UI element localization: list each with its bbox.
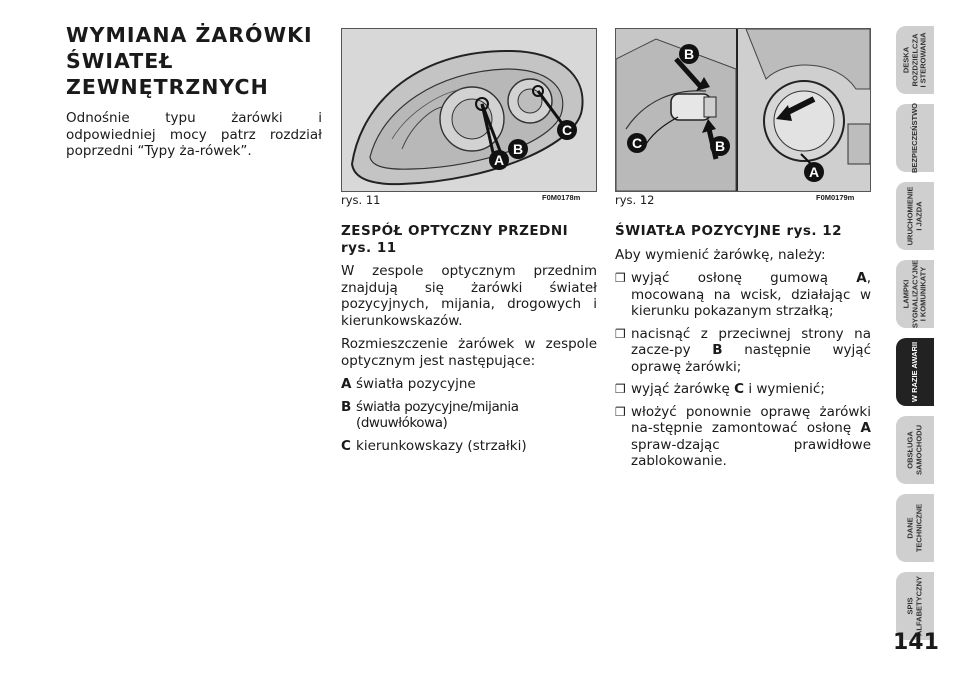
tab-dashboard-controls[interactable] bbox=[896, 26, 934, 94]
figure-caption: rys. 11 bbox=[341, 193, 381, 207]
checkbox-bullet-icon: ❒ bbox=[615, 271, 626, 285]
tab-technical-data[interactable] bbox=[896, 494, 934, 562]
chapter-tabs bbox=[896, 26, 934, 650]
front-unit-paragraph: Rozmieszczenie żarówek w zespole optycznym jest następujące: bbox=[341, 336, 597, 369]
step-item bbox=[615, 270, 871, 320]
figure-headlamp bbox=[341, 28, 597, 192]
label-b: B bbox=[714, 138, 726, 154]
step-item bbox=[615, 404, 871, 470]
label-c-marker bbox=[627, 133, 647, 153]
figure-position-light bbox=[615, 28, 871, 192]
legend-key: C bbox=[341, 437, 351, 454]
label-b: B bbox=[683, 46, 695, 62]
position-light-illustration bbox=[616, 29, 870, 191]
label-b-marker bbox=[710, 136, 730, 156]
label-b-marker bbox=[508, 139, 528, 159]
tab-safety[interactable] bbox=[896, 104, 934, 172]
tab-label: BEZPIECZEŃSTWO bbox=[909, 102, 919, 174]
label-b-marker bbox=[679, 44, 699, 64]
tab-label: OBSŁUGA SAMOCHODU bbox=[905, 425, 923, 475]
step-ref: C bbox=[734, 381, 745, 397]
label-c: C bbox=[631, 135, 643, 151]
figure-code: F0M0178m bbox=[542, 193, 581, 202]
page-number: 141 bbox=[893, 630, 939, 655]
legend-key: B bbox=[341, 398, 352, 415]
label-a-marker bbox=[489, 150, 509, 170]
tab-label: W RAZIE AWARII bbox=[909, 341, 919, 403]
legend-text: kierunkowskazy (strzałki) bbox=[356, 437, 527, 454]
step-text-part: wyjąć osłonę gumową bbox=[631, 270, 857, 286]
title-line: ŚWIATEŁ bbox=[66, 49, 174, 73]
front-unit-paragraph: W zespole optycznym przednim znajdują się żarówki świateł pozycyjnych, mijania, drogowych i kierunkowskazów. bbox=[341, 263, 597, 329]
step-text bbox=[631, 270, 871, 320]
headlamp-illustration bbox=[342, 29, 596, 191]
step-text-part: spraw-dzając prawidłowe zablokowanie. bbox=[631, 436, 871, 469]
checkbox-bullet-icon: ❒ bbox=[615, 404, 626, 419]
figure-caption: rys. 12 bbox=[615, 193, 655, 207]
front-unit-heading: ZESPÓŁ OPTYCZNY PRZEDNI rys. 11 bbox=[341, 223, 569, 256]
step-text-part: i wymienić; bbox=[744, 381, 825, 397]
step-ref: A bbox=[856, 270, 867, 286]
legend-key: A bbox=[341, 376, 352, 392]
tab-warning-lights[interactable] bbox=[896, 260, 934, 328]
tab-label: URUCHOMIENIE I JAZDA bbox=[905, 186, 923, 246]
tab-label: LAMPKI SYGNALIZACYJNE I KOMUNIKATY bbox=[901, 259, 928, 329]
tab-label: DANE TECHNICZNE bbox=[905, 503, 923, 553]
position-lights-section bbox=[615, 223, 871, 476]
step-text bbox=[631, 326, 871, 376]
legend-item bbox=[341, 399, 597, 432]
label-a: A bbox=[808, 164, 820, 180]
section-intro: Odnośnie typu żarówki i odpowiedniej mocy patrz rozdział poprzedni “Typy ża-rówek”. bbox=[66, 110, 322, 159]
step-text bbox=[631, 381, 871, 398]
position-lights-intro: Aby wymienić żarówkę, należy: bbox=[615, 246, 826, 263]
tab-starting-driving[interactable] bbox=[896, 182, 934, 250]
tab-emergency[interactable] bbox=[896, 338, 934, 406]
checkbox-bullet-icon: ❒ bbox=[615, 382, 626, 396]
step-item bbox=[615, 381, 871, 398]
tab-label: SPIS ALFABETYCZNY bbox=[905, 576, 923, 636]
label-b: B bbox=[512, 141, 524, 157]
label-c-marker bbox=[557, 120, 577, 140]
front-unit-section bbox=[341, 223, 597, 460]
step-item bbox=[615, 326, 871, 376]
legend-text: światła pozycyjne bbox=[356, 376, 476, 392]
tab-label: DESKA ROZDZIELCZA I STEROWANIA bbox=[901, 32, 928, 88]
step-ref: A bbox=[860, 420, 871, 436]
legend-text: światła pozycyjne/mijania (dwuwłókowa) bbox=[356, 398, 519, 431]
step-text bbox=[631, 404, 871, 470]
step-ref: B bbox=[712, 342, 723, 358]
legend-item bbox=[341, 438, 597, 455]
title-line: WYMIANA ŻARÓWKI bbox=[66, 23, 313, 47]
step-text-part: , mocowaną na wcisk, działając w kierunku pokazanym strzałką; bbox=[631, 270, 871, 319]
figure-code: F0M0179m bbox=[816, 193, 855, 202]
checkbox-bullet-icon: ❒ bbox=[615, 326, 626, 341]
label-a-marker bbox=[804, 162, 824, 182]
section-title bbox=[66, 22, 336, 100]
tab-car-maintenance[interactable] bbox=[896, 416, 934, 484]
label-a: A bbox=[493, 152, 505, 168]
position-lights-heading: ŚWIATŁA POZYCYJNE rys. 12 bbox=[615, 223, 843, 239]
step-text-part: następnie wyjąć oprawę żarówki; bbox=[631, 342, 871, 375]
step-text-part: włożyć ponownie oprawę żarówki na-stępnie zamontować osłonę bbox=[631, 403, 871, 436]
label-c: C bbox=[561, 122, 573, 138]
title-line: ZEWNĘTRZNYCH bbox=[66, 75, 269, 99]
step-text-part: wyjąć żarówkę bbox=[631, 381, 735, 397]
step-text-part: nacisnąć z przeciwnej strony na zacze-py bbox=[631, 325, 871, 358]
legend-item bbox=[341, 376, 597, 393]
